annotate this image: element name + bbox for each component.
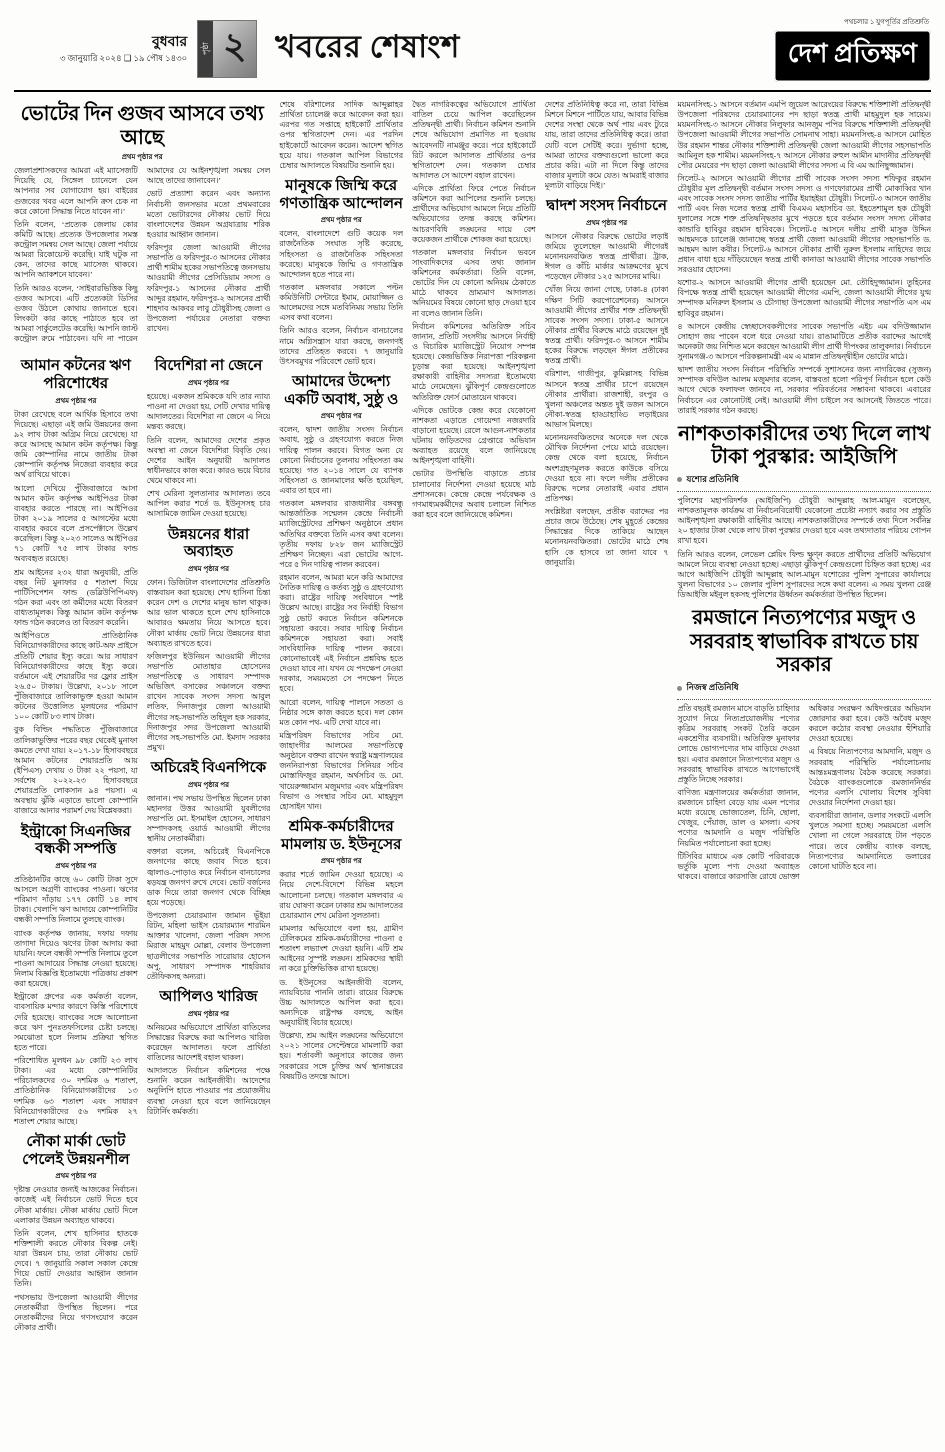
article-paragraph: তিনি আরও বলেন, নির্বাচন বানচালের নামে অগ্নিসন্ত্রাস যারা করছে, জনগণই তাদের প্রতিহত করবে। ৭ জানুয়ারি উৎসবমুখর পরিবেশে ভোট হবে। <box>279 326 404 366</box>
article-paragraph: উপজেলা চেয়ারম্যান জামান ভূঁইয়া রিটন, মহিলা ভাইস চেয়ারম্যান শারমিন আক্তার খালেদা, জেলা পরিষদ সদস্য মিরাজ মাহমুদ মোল্লা, বেলাব উপজেলা ছাত্রলীগের সভাপতি সারোয়ার হোসেন অপু, সাধারণ সম্পাদক শাহরিয়ার তৌফিকসহ অন্যরা। <box>146 911 271 981</box>
article-body <box>545 232 669 568</box>
article-paragraph: অনিয়মের অভিযোগে প্রার্থিতা বাতিলের সিদ্ধান্তের বিরুদ্ধে করা আপিলও খারিজ করেছেন আদালত। ফলে প্রার্থিতা বাতিলের আদেশই বহাল থাকল। <box>146 1022 271 1062</box>
article-paragraph: গতকাল মঙ্গলবার নির্বাচন ভবনে সাংবাদিকদের এসব তথ্য জানান কমিশনের কর্মকর্তারা। তিনি বলেন, ভোটের দিন যে কোনো অনিয়ম ঠেকাতে মাঠে থাকবে ভ্রাম্যমাণ আদালত। অনিয়মের বিষয়ে কোনো ছাড় দেওয়া হবে না বলেও জানান তিনি। <box>412 247 536 318</box>
article-headline: অচিরেই বিএনপিকে <box>150 760 267 776</box>
article-paragraph: তিনি আরও বলেন, ‘সাইবারভিত্তিক কিছু গুজব আসবে। এটি প্রত্যেকটা ডিসির গুজব উঠলে কোথায় জানাতে হবে। লিংকটা কার কাছে পাঠাতে হবে তা আমরা সার্কুলেটেড করেছি। আপনি জাস্ট কন্ট্রোল রুমে পাঠাবেন। যদি না পারেন আমাদের যে আইনশৃঙ্খলা সমন্বয় সেল আছে তাদের জানাবেন।’ <box>14 166 271 344</box>
article-appeal-continuation <box>412 100 536 520</box>
article-paragraph: শেখ মেরিনা সুলতানার আদালত। তবে আপিল করার শর্তে ড. ইউনূসসহ চার আসামিকে জামিন দেওয়া হয়েছে। <box>146 489 271 519</box>
article-headline: ভোটের দিন গুজব আসবে তথ্য আছে <box>20 103 264 149</box>
article-paragraph: নির্বাচন কমিশনের অতিরিক্ত সচিব জানান, প্রতিটি সংসদীয় আসনে নির্বাহী ও বিচারিক ম্যাজিস্ট্রেট নিয়োগ সম্পন্ন হয়েছে। কেন্দ্রভিত্তিক নিরাপত্তা পরিকল্পনা চূড়ান্ত করা হয়েছে। আইনশৃঙ্খলা রক্ষাকারী বাহিনীর সদস্যরা ইতোমধ্যে মাঠে নেমেছেন। ঝুঁকিপূর্ণ কেন্দ্রগুলোতে অতিরিক্ত ফোর্স মোতায়েন থাকবে। <box>412 321 536 402</box>
article-paragraph: এ বিষয়ে নিত্যপণ্যের আমদানি, মজুদ ও সরবরাহ পরিস্থিতি পর্যালোচনায় আন্তঃমন্ত্রণালয় বৈঠক করেছে সরকার। বৈঠকে ব্যাংকগুলোকে রমজাননির্ভর পণ্যের এলসি খোলায় বিশেষ সুবিধা দেওয়ার নির্দেশনা দেওয়া হয়। <box>808 747 931 808</box>
article-paragraph: বরিশাল, গাজীপুর, কুমিল্লাসহ বিভিন্ন আসনে স্বতন্ত্র প্রার্থীর চাপে রয়েছেন নৌকার প্রার্থীরা। রাজশাহী, রংপুর ও খুলনা অঞ্চলের অন্তত দুই ডজন আসনে নৌকা-স্বতন্ত্র হাড্ডাহাড্ডি লড়াইয়ের আভাস মিলছে। <box>544 369 669 430</box>
article-paragraph: ভোট প্রত্যাশা করেন এবং অন্যান্য নির্বাচনী জনসভার মতো প্রথমবারের মতো ভোটারদের নৌকায় ভোট দিয়ে বাংলাদেশের উন্নয়ন অগ্রযাত্রায় শরিক হওয়ার আহ্বান জানান। <box>146 189 271 239</box>
article-paragraph: আলো দেখিয়ে পুঁজিবাজারে আসা আমান কটন কর্তৃপক্ষ আইপিওর টাকা ব্যবহার করতে পারছে না। আইপিওর টাকা ২০১৯ সালের ৫ আগস্টের মধ্যে ব্যবহার করবে বলে প্রসপেক্টাসে উল্লেখ করেছিল। কিন্তু ২০২৩ সালেও আইপিওর ৭১ কোটি ৭৫ লাখ টাকার ফান্ড অব্যবহৃত রয়েছে। <box>14 483 138 564</box>
article-vote-rumor <box>14 103 270 344</box>
article-headline: ইন্ট্রাকো সিএনজির বন্ধকী সম্পত্তি <box>20 823 131 858</box>
article-paragraph: জেলাপ্রশাসকদের আমরা এই ম্যাসেজটি দিয়েছি যে, সিঙ্গেল চ্যানেলে যেন আপনার সব যোগাযোগ হয়। বাইরের গুজবের খবর এলে আপনি ক্রস চেক না করে কোনো সিদ্ধান্ত নিতে যাবেন না।’ <box>14 166 138 216</box>
article-nouka-vote <box>14 1134 138 1333</box>
article-paragraph: করার শর্তে জামিন দেওয়া হয়েছে। এ নিয়ে দেশে-বিদেশে বিভিন্ন মহলে আলোচনা চলছে। গতকাল মঙ্গলবার এ রায় ঘোষণা করেন ঢাকার শ্রম আদালতের চেয়ারম্যান শেখ মেরিনা সুলতানা। <box>279 870 404 920</box>
article-paragraph: সংশ্লিষ্টরা বলছেন, প্রতীক বরাদ্দের পর প্রচার জমে উঠেছে। শেষ মুহূর্তে কেন্দ্রের সিদ্ধান্তের দিকে তাকিয়ে আছেন মনোনয়নবঞ্চিতরা। ভোটের মাঠে শেষ হাসি কে হাসবে তা জানা যাবে ৭ জানুয়ারি। <box>544 507 669 567</box>
continued-from-page1-label: প্রথম পৃষ্ঠার পর <box>55 396 97 405</box>
continued-from-page1-label: প্রথম পৃষ্ঠার পর <box>188 780 229 789</box>
article-paragraph: দ্বাদশ জাতীয় সংসদ নির্বাচন পরিস্থিতি সম্পর্কে সুশাসনের জন্য নাগরিকের (সুজন) সম্পাদক বদিউল আলম মজুমদার বলেন, বাস্তবতা হলো পরিপূর্ণ নির্বাচন হলে কেউ আগে থেকে ফলাফল জানবে না, সরকার পরিবর্তনের সম্ভাবনা থাকবে। এবারের নির্বাচনে এর কোনোটাই নেই। আওয়ামী লীগ চাইলে সব আসনেই জিততে পারে। তারাই সরকার গঠন করছে। <box>677 365 931 415</box>
article-body <box>14 1185 138 1333</box>
article-body <box>677 704 931 882</box>
article-headline: শ্রমিক-কর্মচারীদের মামলায় ড. ইউনূসের <box>281 818 402 853</box>
article-paragraph: দৃষ্টান্ত নেওয়ার জন্যই আজকের নির্বাচন। কাজেই এই নির্বাচনে ভোট দিতে হবে নৌকা মার্কায়। নৌকা মার্কায় ভোট দিলে এলাকার উন্নয়ন অব্যাহত থাকবে। <box>14 1185 138 1225</box>
article-headline: উন্নয়নের ধারা অব্যাহত <box>167 526 250 561</box>
article-paragraph: আইপিওতে প্রাতিষ্ঠানিক বিনিয়োগকারীদের কাছে কাট-অফ প্রাইসে প্রতিটি শেয়ার ইস্যু করে। আর সাধারণ বিনিয়োগকারীদের কাছে ইস্যু করে। বর্তমানে এই শেয়ারটির দর ফ্লোর প্রাইস ২৬.৫০ টাকায়। উল্লেখ্য, ২০১৮ সালে পুঁজিবাজারে তালিকাভুক্ত হওয়া আমান কটনের উত্তোলিত মূলধনের পরিমাণ ১০০ কোটি ৮৩ লাখ টাকা। <box>14 631 138 722</box>
continued-from-page1-label: প্রথম পৃষ্ঠার পর <box>320 412 362 421</box>
continued-from-page1-label: প্রথম পৃষ্ঠার পর <box>121 153 163 162</box>
article-body <box>14 875 138 1127</box>
article-apilo-kharij <box>147 989 271 1117</box>
article-body <box>279 425 403 812</box>
article-intraco-cng <box>14 824 138 1127</box>
date-line: ৩ জানুয়ারি ২০২৪ ❑ ১৯ পৌষ ১৪৩০ <box>60 52 188 63</box>
article-paragraph: খোঁজ নিয়ে জানা গেছে, ঢাকা-৪ (ঢাকা দক্ষিণ সিটি করপোরেশনের) আসনে আওয়ামী লীগের প্রার্থীর শক্ত প্রতিদ্বন্দ্বী সাবেক সংসদ সদস্য। ঢাকা-৫ আসনে নৌকার প্রার্থীর বিরুদ্ধে মাঠে রয়েছেন দুই স্বতন্ত্র প্রার্থী। ফরিদপুর-৩ আসনে শামীম হকের বিরুদ্ধে লড়ছেন ঈগল প্রতীকের স্বতন্ত্র প্রার্থী। <box>544 285 669 366</box>
article-paragraph: প্রতিষ্ঠানটির কাছে ৬০ কোটি টাকা সুদে আসলে অগ্রণী ব্যাংকের পাওনা। ঋণের পরিমাণ দাঁড়ায় ১৭৭ কোটি ১৪ লাখ টাকা। খেলাপি ঋণ আদায়ে কোম্পানিটির বন্ধকী সম্পত্তি নিলামে তুলছে ব্যাংক। <box>14 874 138 925</box>
article-paragraph: তিনি আরও বলেন, লেভেল প্লেয়িং ফিল্ড ক্ষুণ্ন করতে প্রার্থীদের প্রতিটি অভিযোগ আমলে নিয়ে ব্যবস্থা নেওয়া হচ্ছে। এছাড়া ঝুঁকিপূর্ণ কেন্দ্রগুলো চিহ্নিত করা হচ্ছে। এর আগে আইজিপি চৌধুরী আব্দুল্লাহ আল-মামুন যশোরের পুলিশ সুপারের কার্যালয়ে খুলনা বিভাগের ১০ জেলার পুলিশ সুপারদের সঙ্গে কথা বলেন। এ সময় খুলনা রেঞ্জ ডিআইজি মইনুল হকসহ পুলিশের ঊর্ধ্বতন কর্মকর্তারা উপস্থিত ছিলেন। <box>677 549 931 600</box>
article-foreign-rep-continuation <box>545 100 669 191</box>
article-paragraph: এদিকে ভোটকে কেন্দ্র করে যেকোনো নাশকতা এড়াতে গোয়েন্দা নজরদারি বাড়ানো হয়েছে। রেলে আগুন-নাশকতার ঘটনায় জড়িতদের গ্রেপ্তারে অভিযান অব্যাহত রয়েছে বলে জানিয়েছে আইনশৃঙ্খলা বাহিনী। <box>412 405 536 466</box>
article-paragraph: তিনি বলেন, আমাদের দেশের প্রকৃত অবস্থা না জেনে বিদেশিরা বিবৃতি দেয়। দেশের আইন অনুযায়ী আদালত স্বাধীনভাবে কাজ করে। কারও ভয়ে বিচার থেমে থাকবে না। <box>146 435 271 485</box>
article-paragraph: বলেন, বাংলাদেশে গুটি কয়েক দল রাজনৈতিক সংঘাত সৃষ্টি করেছে, সহিংসতা ও রাজনৈতিক সহিংসতা করেছে। মানুষকে জিম্মি ও গণতান্ত্রিক আন্দোলন হতে পারে না। <box>279 229 404 279</box>
article-paragraph: মামলার অভিযোগে বলা হয়, গ্রামীণ টেলিকমের শ্রমিক-কর্মচারীদের পাওনা ৫ শতাংশ লভ্যাংশ দেওয়া হয়নি। এটি শ্রম আইনের সুস্পষ্ট লঙ্ঘন। শ্রমিকদের স্থায়ী না করে চুক্তিভিত্তিক রাখা হয়েছে। <box>279 923 404 974</box>
continued-from-page1-label: প্রথম পৃষ্ঠার পর <box>55 1172 97 1181</box>
article-paragraph: তিনি বলেন, ‘প্রত্যেক জেলায় কোর কমিটি আছে। প্রত্যেক উপজেলার সমস্ত কন্ট্রোল সমন্বয় সেল আছে। জেলা পর্যায়ে আমরা রিকোয়েস্ট করেছি। যাই ঘটুক না কেন, তাদের কাছে ম্যাসেজ থাকবে। আপনি অ্যাকশনে যাবেন।’ <box>14 219 138 280</box>
article-paragraph: বুক বিল্ডিং পদ্ধতিতে পুঁজিবাজারে তালিকাভুক্তির পরের বছর থেকেই মুনাফা কমতে দেখা যায়। ২০১৭-১৮ হিসাববছরে আমান কটনের শেয়ারপ্রতি আয় (ইপিএস) দেখায় ৩ টাকা ২২ পয়সা, যা সর্বশেষ ২০২২-২৩ হিসাববছরে শেয়ারপ্রতি লোকসান ৯৪ পয়সা। এ অবস্থায় ঝুঁকি এড়াতে ভালো কোম্পানি বাজারে আনার পরামর্শ দেয় বিশ্লেষকরা। <box>14 725 138 816</box>
article-body <box>279 870 403 1082</box>
article-manushke-jimmi <box>279 178 403 367</box>
article-headline: দ্বাদশ সংসদ নির্বাচনে <box>546 198 667 215</box>
byline: নিজস্ব প্রতিনিধি <box>677 680 931 700</box>
article-paragraph: ৪ আসনে কেন্দ্রীয় স্বেচ্ছাসেবকলীগের সাবেক সভাপতি এইচ এম বদিউজ্জামান সোহাগ জয় পাবেন বলে ধরে নেওয়া যায়। রাঙামাটিতে প্রতীক বরাদ্দের আগেই অনেকটা জয় নিশ্চিত মনে করছেন আওয়ামী লীগ প্রার্থী দীপংকর তালুকদার। নির্বাচনে সুনামগঞ্জ-৩ আসনে পরিকল্পনামন্ত্রী এম এ মান্নান প্রতিদ্বন্দ্বীহীন ভোটের মাঠে। <box>677 321 931 361</box>
article-body <box>147 1023 271 1117</box>
article-paragraph: বলেন, দ্বাদশ জাতীয় সংসদ নির্বাচন অবাধ, সুষ্ঠু ও গ্রহণযোগ্য করতে নিজ দায়িত্ব পালন করবে। বিগত অন্য যে কোনো নির্বাচনের তুলনায় সহিংসতা কম হয়েছে। গত ২০১৪ সালে যে ব্যাপক সহিংসতা ও জানমালের ক্ষতি হয়েছিল, এবার তা হবে না। <box>279 425 404 495</box>
column-5 <box>545 100 669 1442</box>
article-constituency-rundown <box>677 100 931 416</box>
continued-from-page1-label: প্রথম পৃষ্ঠার পর <box>320 857 362 866</box>
article-paragraph: টাকা রেখেছে বলে আর্থিক হিসাবে তথ্য দিয়েছে। এছাড়া এই জমি উন্নয়নের জন্য ৯২ লাখ টাকা অগ্রিম নিয়ে রেখেছে। যা করে আসছে আমান কটন কর্তৃপক্ষ। কিন্তু জমি কোম্পানির নামে জাতীয় টাকা কোম্পানি কর্তৃপক্ষ নিজেরা ব্যবহার করে অর্থ রাখিয়ে থাকে। <box>14 409 138 480</box>
article-headline: আমান কটনের ঋণ পরিশোধের <box>20 358 131 392</box>
article-paragraph: প্রতি বছরই রমজান মাসে বাড়তি চাহিদার সুযোগ নিয়ে নিত্যপ্রয়োজনীয় পণ্যের কৃত্রিম সরবরাহ সংকট তৈরি করেন একশ্রেণীর ব্যবসায়ী। অতিরিক্ত মুনাফার লোভে ভোগ্যপণ্যের দাম বাড়িয়ে দেওয়া হয়। এবার রমজানে নিত্যপণ্যের মজুদ ও সরবরাহ স্বাভাবিক রাখতে আগেভাগেই প্রস্তুতি নিচ্ছে সরকার। <box>677 703 800 784</box>
article-dadash-sangsad <box>545 198 669 568</box>
article-aman-cotton <box>14 358 138 816</box>
byline-bullet-icon <box>677 477 682 482</box>
article-paragraph: পরিশোধিত মূলধন ৯৮ কোটি ২৩ লাখ টাকা। এর মধ্যে কোম্পানিটির পরিচালকদের ৩০ দশমিক ৬ শতাংশ, প্রাতিষ্ঠানিক বিনিয়োগকারীদের ১৩ দশমিক ৬৩ শতাংশ এবং সাধারণ বিনিয়োগকারীদের ৫৬ দশমিক ২৭ শতাংশ শেয়ার আছে। <box>14 1056 138 1126</box>
article-paragraph: গতকাল মঙ্গলবার রাজধানীর বঙ্গবন্ধু আন্তর্জাতিক সম্মেলন কেন্দ্রে নির্বাচনী ম্যাজিস্ট্রেটদের প্রশিক্ষণ অনুষ্ঠানে প্রধান অতিথির বক্তব্যে তিনি এসব কথা বলেন। তৃতীয় দফায় ৮২৮ জন ম্যাজিস্ট্রেট প্রশিক্ষণ নিচ্ছেন। এরা ভোটের আগে-পরে ৫ দিন দায়িত্ব পালন করবেন। <box>279 499 404 569</box>
article-paragraph: উল্লেখ্য, শ্রম আইন লঙ্ঘনের অভিযোগে ২০২১ সালের সেপ্টেম্বরে মামলাটি করা হয়। শর্তাবলী অনুসারে কাজের জন্য সরকারের সঙ্গে চুক্তির অর্থ স্থানান্তরের বিষয়টিও তদন্তে আসে। <box>279 1031 404 1081</box>
article-paragraph: ফোন। ডিজিটাল বাংলাদেশের প্রতিশ্রুতি বাস্তবায়ন করা হয়েছে। শেখ হাসিনা চিন্তা করেন দেশ ও দেশের মানুষ ভাল থাকুক। আর ভাল থাকতে হলে শেখ হাসিনাকে আবারও ক্ষমতায় নিয়ে আসতে হবে। নৌকা মার্কায় ভোট নিয়ে উন্নয়নের ধারা অব্যাহত রাখতে হবে। <box>146 577 271 648</box>
article-headline: আপিলও খারিজ <box>159 988 258 1005</box>
date-block <box>60 34 187 63</box>
article-paragraph: পথসভায় উপজেলা আওয়ামী লীগের নেতাকর্মীরা উপস্থিত ছিলেন। পরে নেতাকর্মীদের নিয়ে গণসংযোগ করেন নৌকার প্রার্থী। <box>14 1292 138 1332</box>
article-achirei-bnp <box>147 760 271 982</box>
article-naskota-reward <box>677 423 931 600</box>
continued-from-page1-label: প্রথম পৃষ্ঠার পর <box>586 218 628 227</box>
article-paragraph: টিসিবির মাধ্যমে এক কোটি পরিবারকে ভর্তুকি মূল্যে পণ্য দেওয়া অব্যাহত থাকবে। বাজারে কারসাজি রোধে ভোক্তা অধিকার সংরক্ষণ অধিদপ্তরের অভিযান জোরদার করা হবে। কেউ অবৈধ মজুদ করলে কঠোর ব্যবস্থা নেওয়ার হুঁশিয়ারি দেওয়া হয়েছে। <box>677 703 931 881</box>
column-3 <box>279 100 403 1442</box>
article-paragraph: মনোনয়নবঞ্চিতদের অনেকে দল থেকে মৌখিক নির্দেশনা পেয়ে মাঠে রয়েছেন। কেন্দ্র থেকে বলা হয়েছে, নির্বাচন অংশগ্রহণমূলক করতে কাউকে বসিয়ে দেওয়া হবে না। ফলে দলীয় প্রতীকের বিরুদ্ধে দলের নেতারাই এবার প্রধান প্রতিপক্ষ। <box>544 433 669 503</box>
page-number-box <box>197 20 257 78</box>
article-paragraph: ফরিদপুর জেলা আওয়ামী লীগের সভাপতি ও ফরিদপুর-৩ আসনের নৌকার প্রার্থী শামীম হকের সভাপতিত্বে জনসভায় আওয়ামী লীগের প্রেসিডিয়াম সদস্য ও ফরিদপুর-১ আসনের নৌকার প্রার্থী আব্দুর রহমান, ফরিদপুর-২ আসনের প্রার্থী শাহদাব আকবর লাবু চৌধুরীসহ জেলা ও উপজেলা পর্যায়ের নেতারা বক্তব্য রাখেন। <box>146 243 271 334</box>
article-paragraph: হয়েছে। একজন শ্রমিককে যদি তার ন্যায্য পাওনা না দেওয়া হয়, সেটি দেখার দায়িত্ব আদালতের। বিদেশিরা না জেনে এ নিয়ে মন্তব্য করছে। <box>146 392 271 432</box>
article-body <box>677 496 931 600</box>
article-sramik-yunus <box>279 819 403 1082</box>
article-paragraph: বাণিজ্য মন্ত্রণালয়ের কর্মকর্তারা জানান, রমজানে চাহিদা বেড়ে যায় এমন পণ্যের মধ্যে রয়েছে ভোজ্যতেল, চিনি, ছোলা, খেজুর, পেঁয়াজ, ডাল ও মসলা। এসব পণ্যের আমদানি ও মজুদ পরিস্থিতি নিয়মিত পর্যালোচনা করা হচ্ছে। <box>677 787 800 848</box>
article-paragraph: ড. ইউনূসের আইনজীবী বলেন, ন্যায়বিচার পাননি তারা। রায়ের বিরুদ্ধে উচ্চ আদালতে আপিল করা হবে। অন্যদিকে রাষ্ট্রপক্ষ বলছে, আইন অনুযায়ীই বিচার হয়েছে। <box>279 977 404 1027</box>
article-body <box>14 166 270 344</box>
article-paragraph: বক্তারা বলেন, অচিরেই বিএনপিকে জনগণের কাছে জবাব দিতে হবে। জ্বালাও-পোড়াও করে নির্বাচন বানচালের ষড়যন্ত্র জনগণ রুখে দেবে। ভোট বর্জনের ডাক দিয়ে তারা জনগণ থেকে বিচ্ছিন্ন হয়ে পড়েছে। <box>146 847 271 907</box>
continued-from-page1-label: প্রথম পৃষ্ঠার পর <box>55 861 97 870</box>
byline-bullet-icon <box>677 686 682 691</box>
article-paragraph: আদালতে নির্বাচন কমিশনের পক্ষে শুনানি করেন আইনজীবী। আদেশের অনুলিপি হাতে পাওয়ার পর প্রয়োজনীয় ব্যবস্থা নেওয়া হবে বলে জানিয়েছেন রিটার্নিং কর্মকর্তা। <box>146 1066 271 1116</box>
article-headline: বিদেশিরা না জেনে <box>154 358 263 375</box>
weekday-label: বুধবার <box>151 35 188 51</box>
page-label: পৃষ্ঠা <box>198 21 213 77</box>
article-paragraph: আসনে নৌকার বিরুদ্ধে ভোটের লড়াই জমিয়ে তুলেছেন আওয়ামী লীগেরই মনোনয়নবঞ্চিত স্বতন্ত্র প্রার্থীরা। ট্রাক, ঈগল ও কাঁচি মার্কার আক্রমণের মুখে পড়েছেন নৌকার ১২৫ আসনের মাঝি। <box>544 231 669 282</box>
article-unnayan-dhara <box>147 527 271 754</box>
article-paragraph: রহমান বলেন, আমরা মনে করি আমাদের নৈতিক দায়িত্ব ও কর্তব্য সুষ্ঠু ও গ্রহণযোগ্য করা। রাষ্ট্রের দায়িত্ব সংবিধানে স্পষ্ট উল্লেখ আছে। রাষ্ট্রের সব নির্বাহী বিভাগ সুষ্ঠু ভোট করতে নির্বাচন কমিশনকে সহায়তা করবে। সবার দায়িত্ব নির্বাচন কমিশনকে সহায়তা করা। সবাই সাংবিধানিক দায়িত্ব পালন করবে। কোনোভাবেই এই নির্বাচন প্রশ্নবিদ্ধ হতে দেওয়া যাবে না। যখন যে পদক্ষেপ নেওয়া দরকার, সময়মতো সে পদক্ষেপ নিতে হবে। <box>279 573 404 694</box>
article-body <box>412 100 536 520</box>
page-columns <box>14 92 931 1442</box>
article-paragraph: পুলিশের মহাপরিদর্শক (আইজিপি) চৌধুরী আব্দুল্লাহ আল-মামুন বলেছেন, নাশকতামূলক কার্যক্রম বা নির্বাচনবিরোধী যেকোনো প্রচেষ্টা নস্যাৎ করার সব প্রস্তুতি আইনশৃঙ্খলা রক্ষাকারী বাহিনীর আছে। নাশকতাকারীদের সম্পর্কে তথ্য দিলে সর্বনিম্ন ২০ হাজার টাকা থেকে লাখ টাকা পুরস্কার দেওয়া হবে এবং তথ্যদাতার পরিচয় গোপন রাখা হবে। <box>677 495 931 546</box>
article-body <box>147 392 271 520</box>
article-paragraph: মন্ত্রিপরিষদ বিভাগের সচিব মো. জাহাংগীর আলমের সভাপতিত্বে অনুষ্ঠানে বক্তব্য রাখেন স্বরাষ্ট্র মন্ত্রণালয়ের জননিরাপত্তা বিভাগের সিনিয়র সচিব মোস্তাফিজুর রহমান, অর্থসচিব ড. মো. খায়েরুজ্জামান মজুমদার এবং মন্ত্রিপরিষদ বিভাগ ও সংস্থার সচিব মো. মাহমুদুল হোসাইন খান। <box>279 730 404 811</box>
continued-from-page1-label: প্রথম পৃষ্ঠার পর <box>188 1009 229 1018</box>
article-body <box>147 794 271 982</box>
article-bideshira <box>147 358 271 519</box>
article-barishal-case-continuation <box>279 100 403 171</box>
masthead-logo: দেশ প্রতিক্ষণ <box>774 30 931 82</box>
article-headline: রমজানে নিত্যপণ্যের মজুদ ও সরবরাহ স্বাভাবিক রাখতে চায় সরকার <box>689 607 919 677</box>
article-headline: নাশকতাকারীদের তথ্য দিলে লাখ টাকা পুরস্কার: আইজিপি <box>678 422 931 469</box>
article-paragraph: এদিকে প্রার্থিতা ফিরে পেতে নির্বাচন কমিশনে করা আপিলের শুনানি চলছে। প্রার্থীদের অভিযোগ আমলে নিয়ে প্রতিটি অভিযোগের তদন্ত করছে কমিশন। আচরণবিধি লঙ্ঘনের দায়ে বেশ কয়েকজন প্রার্থীকে শোকজ করা হয়েছে। <box>412 184 536 244</box>
continued-from-page1-label: প্রথম পৃষ্ঠার পর <box>320 216 362 225</box>
article-headline: মানুষকে জিম্মি করে গণতান্ত্রিক আন্দোলন <box>279 177 403 212</box>
article-paragraph: জানান। পথ সভায় উপস্থিত ছিলেন ঢাকা মহানগর উত্তর আওয়ামী যুবলীগের সভাপতি মো. ইসমাইল হোসেন, সাধারণ সম্পাদকসহ ওয়ার্ড আওয়ামী লীগের স্থানীয় নেতাকর্মীরা। <box>146 793 271 844</box>
article-paragraph: দ্বৈত নাগরিকত্বের অভিযোগে প্রার্থিতা বাতিল চেয়ে আপিল করেছিলেন প্রতিদ্বন্দ্বী প্রার্থী। নির্বাচন কমিশন শুনানি শেষে অভিযোগ প্রমাণিত না হওয়ায় আবেদনটি নামঞ্জুর করে। পরে হাইকোর্টে রিট করলে আদালত প্রার্থিতার ওপর স্থগিতাদেশ দেন। গতকাল চেম্বার আদালত সে আদেশ বহাল রাখেন। <box>412 100 536 180</box>
article-romjan-supply <box>677 607 931 882</box>
article-paragraph: শেষে বরিশালের সাদিক আব্দুল্লাহর প্রার্থিতা চ্যালেঞ্জ করে আবেদন করা হয়। এরপর গত সপ্তাহে হাইকোর্ট প্রার্থিতার ওপর স্থগিতাদেশ দেন। এর পরদিন হাইকোর্টে আবেদন করেন। আদেশ স্থগিত হয়ে যায়। গতকাল আপিল বিভাগের চেম্বার আদালতে বিষয়টির শুনানি হয়। <box>279 100 404 170</box>
article-headline: আমাদের উদ্দেশ্য একটি অবাধ, সুষ্ঠু ও <box>284 373 399 408</box>
masthead-tagline: পথচলার ১ যুগপূর্তির প্রতিশ্রুতি <box>843 18 929 26</box>
continued-from-page1-label: প্রথম পৃষ্ঠার পর <box>188 564 229 573</box>
byline: যশোর প্রতিনিধি <box>677 472 931 492</box>
article-paragraph: ব্যবসায়ীরা জানান, ডলার সংকটে এলসি খুলতে সমস্যা হচ্ছে। সময়মতো এলসি খোলা না গেলে সরবরাহে টান পড়তে পারে। তবে কেন্দ্রীয় ব্যাংক বলছে, নিত্যপণ্যের আমদানিতে ডলারের কোনো ঘাটতি হবে না। <box>808 811 931 871</box>
column-4 <box>412 100 536 1442</box>
article-paragraph: শ্রম আইনের ২৩২ ধারা অনুযায়ী, প্রতি বছর নিট মুনাফার ৫ শতাংশ দিয়ে পার্টিসিপেশন ফান্ড (ডব্লিউপিপিএফ) গঠন করা এবং তা কর্মীদের মধ্যে বিতরণ বাধ্যতামূলক। কিন্তু আমান কটন কর্তৃপক্ষ ফান্ড গঠন করলেও তা বিতরণ করেনি। <box>14 567 138 628</box>
article-paragraph: আরো বলেন, দায়িত্ব পালনে সততা ও নিষ্ঠার সঙ্গে কাজ করতে হবে। দল কোন মত কোন পথ- এটি দেখা যাবে না। <box>279 697 404 727</box>
article-paragraph: ইন্ট্রাকো গ্রুপের এক কর্মকর্তা বলেন, ব্যবসায়িক মন্দার কারণে কিস্তি পরিশোধে দেরি হয়েছে। ব্যাংকের সঙ্গে আলোচনা করে ঋণ পুনঃতফসিলের চেষ্টা চলছে। সমঝোতা হলে নিলাম প্রক্রিয়া স্থগিত হতে পারে। <box>14 992 138 1052</box>
article-headline: নৌকা মার্কা ভোট পেলেই উন্নয়নশীল <box>22 1133 130 1168</box>
column-2 <box>147 355 271 1442</box>
article-body <box>147 578 271 753</box>
section-title: খবরের শেষাংশ <box>275 29 460 64</box>
article-body <box>14 410 138 817</box>
article-paragraph: দেশের প্রতিনিধিত্ব করে না, তারা বিভিন্ন মিশনে মিশনে পার্টিতে যায়, আবার বিভিন্ন দেশের সংস্থা থেকে অর্থ পায় এবং ট্যুরে যায়, তারা তাদের প্রতিনিধিত্ব করে। তারা যেটি বলে সেটিই করে। দুর্ভাগা হচ্ছে, আমরা তাদের বক্তব্যগুলো ভালো করে প্রচার করি। এটা না দিলে কিন্তু তাদের বাজার মূল্যটা কমে যেত। আমরাই বাজার মূল্যটা বাড়িয়ে দিই।’ <box>544 100 669 190</box>
article-paragraph: যশোর-২ আসনে আওয়ামী লীগের প্রার্থী হয়েছেন মো. তৌহিদুজ্জামান। তুহিনের বিপক্ষে স্বতন্ত্র প্রার্থী হয়েছেন আওয়ামী লীগের এমপি, জেলা আওয়ামী লীগের যুগ্ম সম্পাদক মনিরুল ইসলাম ও চৌগাছা উপজেলা আওয়ামী লীগের সভাপতি এস এম হাবিবুর রহমান। <box>677 278 931 318</box>
continued-from-page1-label: প্রথম পৃষ্ঠার পর <box>188 379 229 387</box>
article-body <box>279 229 403 367</box>
lead-article-slot <box>14 100 270 351</box>
masthead-block <box>774 16 931 82</box>
page-number: ২ <box>213 21 256 77</box>
article-paragraph: ভোটার উপস্থিতি বাড়াতে প্রচার চালানোর নির্দেশনা দেওয়া হয়েছে মাঠ প্রশাসনকে। কেন্দ্রে কেন্দ্রে পর্যবেক্ষক ও গণমাধ্যমকর্মীদের অবাধ চলাচল নিশ্চিত করা হবে বলে জানিয়েছে কমিশন। <box>412 469 536 519</box>
column-1 <box>14 355 138 1442</box>
article-paragraph: গতকাল মঙ্গলবার সকালে পল্টন কমিউনিটি সেন্টারে ইমাম, মোয়াজ্জিন ও আলেমদের সঙ্গে মতবিনিময় সভায় তিনি এসব কথা বলেন। <box>279 282 404 323</box>
column-right <box>677 100 931 1442</box>
article-paragraph: ব্যাংক কর্তৃপক্ষ জানায়, দফায় দফায় তাগাদা দিয়েও ঋণের টাকা আদায় করা যায়নি। ফলে বন্ধকী সম্পত্তি নিলামে তুলে পাওনা আদায়ের সিদ্ধান্ত নেওয়া হয়েছে। নিলাম বিজ্ঞপ্তি ইতোমধ্যে পত্রিকায় প্রকাশ করা হয়েছে। <box>14 928 138 989</box>
article-body <box>279 100 403 171</box>
page-header <box>14 6 931 92</box>
article-paragraph: সিলেট-২ আসনে আওয়ামী লীগের প্রার্থী সাবেক সংসদ সদস্য শফিকুর রহমান চৌধুরীর মূল প্রতিদ্বন্দ্বী বর্তমান সংসদ সদস্য ও গণফোরামের প্রার্থী মোকাব্বির খান এবং সাবেক সংসদ সদস্য জাতীয় পার্টির ইয়াহইয়া চৌধুরী। সিলেট-৩ আসনে জাতীয় পার্টি এবং নিজ দলের স্বতন্ত্র প্রার্থী বিএমএ মহাসচিব ডা. ইহতেশামুল হক চৌধুরী দুলালের সঙ্গে শক্ত প্রতিদ্বন্দ্বিতার মুখে পড়তে হবে বর্তমান সংসদ সদস্য নৌকার কান্ডারি হাবিবুর রহমান হাবিবকে। সিলেট-৫ আসনে দলীয় প্রার্থী মাসুক উদ্দিন আহমদকে চ্যালেঞ্জ জানাচ্ছে স্বতন্ত্র প্রার্থী জেলা আওয়ামী লীগের সহসভাপতি ড. আহমদ আল কবীর। সিলেট-৬ আসনে নৌকার প্রার্থী নুরুল ইসলাম নাহিদের জয়ে প্রধান বাধা হয়ে দাঁড়িয়েছেন স্বতন্ত্র প্রার্থী কানাডা আওয়ামী লীগের সাবেক সভাপতি সরওয়ার হোসেন। <box>677 173 931 274</box>
article-body <box>545 100 669 191</box>
article-paragraph: তিনি বলেন, শেখ হাসিনার হাতকে শক্তিশালী করতে নৌকার বিকল্প নেই। যারা উন্নয়ন চায়, তারা নৌকায় ভোট দেবে। ৭ জানুয়ারি সকাল সকাল কেন্দ্রে গিয়ে ভোট দেওয়ার আহ্বান জানান তিনি। <box>14 1228 138 1289</box>
article-paragraph: ময়মনসিংহ-১ আসনে বর্তমান এমপি জুয়েল আরেংয়ের বিরুদ্ধে শক্তিশালী প্রতিদ্বন্দ্বী উপজেলা পরিষদের চেয়ারম্যানের পদ ছাড়া স্বতন্ত্র প্রার্থী মাহমুদুল হক সায়েম। ময়মনসিংহ-৩ আসনে নৌকার নিলুফার আনজুম পপির বিরুদ্ধে শক্তিশালী প্রতিদ্বন্দ্বী উপজেলা আওয়ামী লীগের সভাপতি সোমনাথ সাহা। ময়মনসিংহ-৪ আসনে মোহিত উর রহমান শান্তর নৌকার শক্তিশালী প্রতিদ্বন্দ্বী জেলা আওয়ামী লীগের সহসভাপতি আমিনুল হক শামীম। ময়মনসিংহ-৭ আসনে নৌকার রুহুল আমীন মাদানীর প্রতিদ্বন্দ্বী পৌর মেয়রের পদ ছাড়া জেলা আওয়ামী লীগের সদস্য এ বি এম আনিছুজ্জামান। <box>677 100 931 170</box>
article-body <box>677 100 931 416</box>
article-amader-uddeshyo <box>279 374 403 812</box>
article-paragraph: ফজিলপুর ইউনিয়ন আওয়ামী লীগের সভাপতি মোতাহার হোসেনের সভাপতিত্বে ও সাধারণ সম্পাদক অভিজিৎ বসাকের সঞ্চালনে বক্তব্য রাখেন সাবেক সংসদ সদস্য আবুল লতিফ, দিনাজপুর জেলা আওয়ামী লীগের সহ-সভাপতি তহিদুল হক সরকার, দিনাজপুর সদর উপজেলা আওয়ামী লীগের সহ-সভাপতি মো. ইমদাদ সরকার প্রমুখ। <box>146 651 271 752</box>
